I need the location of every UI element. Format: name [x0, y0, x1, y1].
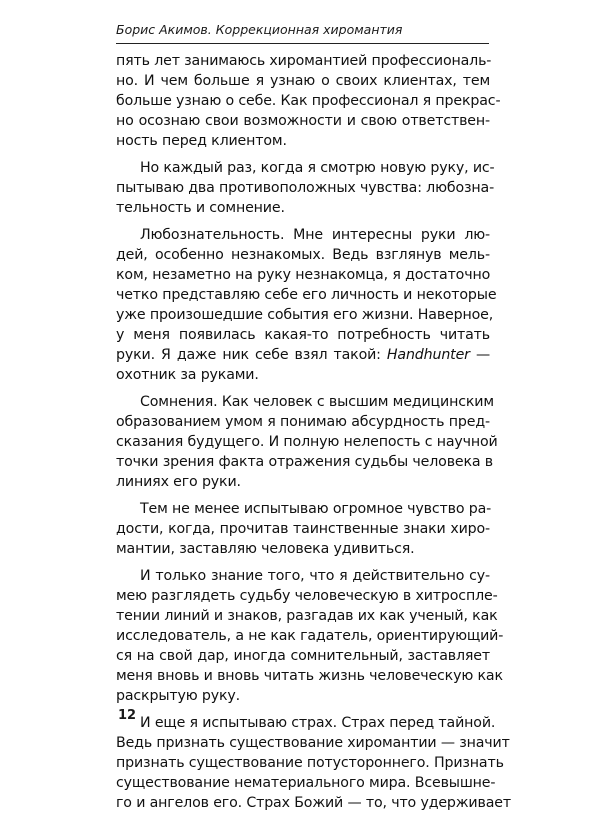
text-line: тении линий и знаков, разгадав их как ученый, как — [116, 608, 498, 624]
text-line: Ведь признать существование хиромантии — значит — [116, 735, 510, 751]
text-line: больше узнаю о себе. Как профессионал я прекрас- — [116, 93, 501, 109]
text-line: дости, когда, прочитав таинственные знаки хиро- — [116, 521, 490, 537]
paragraph-4 — [116, 392, 498, 492]
text-line: мею разглядеть судьбу человеческую в хитроспле- — [116, 588, 498, 604]
text-line: ком, незаметно на руку незнакомца, я достаточно — [116, 267, 491, 283]
text-line-with-italic-term: руки. Я даже ник себе взял такой: Handhunter — — [116, 347, 490, 363]
text-line: пытываю два противоположных чувства: любозна- — [116, 180, 495, 196]
text-line: ность перед клиентом. — [116, 133, 287, 149]
text-line: но осознаю свои возможности и свою ответствен- — [116, 113, 490, 129]
text-line: у меня появилась какая-то потребность читать — [116, 327, 490, 343]
text-line: И еще я испытываю страх. Страх перед тайной. — [140, 715, 496, 731]
paragraph-5 — [116, 499, 490, 559]
text-line: дей, особенно незнакомых. Ведь взглянув мель- — [116, 247, 490, 263]
text-line: ся на свой дар, иногда сомнительный, заставляет — [116, 648, 490, 664]
text-line: тельность и сомнение. — [116, 200, 285, 216]
text-line: го и ангелов его. Страх Божий — то, что удерживает — [116, 795, 511, 811]
header-rule — [116, 43, 489, 44]
paragraph-3 — [116, 225, 497, 385]
text-line: меня вновь и вновь читать жизнь человеческую как — [116, 668, 503, 684]
text-line: Любознательность. Мне интересны руки лю- — [140, 227, 490, 243]
text-line: сказания будущего. И полную нелепость с научной — [116, 434, 498, 450]
text-line: Сомнения. Как человек с высшим медицинским — [140, 394, 494, 410]
italic-term: Handhunter — [386, 347, 470, 363]
text-line: мантии, заставляю человека удивиться. — [116, 541, 415, 557]
text-line: И только знание того, что я действительно су- — [140, 568, 490, 584]
text-line: пять лет занимаюсь хиромантией профессиональ- — [116, 53, 492, 69]
text-line: образованием умом я понимаю абсурдность пред- — [116, 414, 490, 430]
page-number: 12 — [118, 708, 137, 723]
paragraph-7 — [116, 713, 511, 813]
text-line: раскрытую руку. — [116, 688, 241, 704]
text-line: охотник за руками. — [116, 367, 259, 383]
text-line: существование нематериального мира. Всевышне- — [116, 775, 496, 791]
running-head: Борис Акимов. Коррекционная хиромантия — [116, 22, 403, 37]
paragraph-2 — [116, 158, 495, 218]
paragraph-1 — [116, 51, 501, 151]
text-line: четко представляю себе его личность и некоторые — [116, 287, 497, 303]
text-line: исследователь, а не как гадатель, ориентирующий- — [116, 628, 504, 644]
paragraph-6 — [116, 566, 504, 706]
text-line: Но каждый раз, когда я смотрю новую руку, ис- — [140, 160, 495, 176]
body-text — [116, 51, 511, 820]
text-line: уже произошедшие события его жизни. Наверное, — [116, 307, 494, 323]
text-line: признать существование потустороннего. Признать — [116, 755, 504, 771]
text-line: Тем не менее испытываю огромное чувство ра- — [140, 501, 492, 517]
text-line: линиях его руки. — [116, 474, 241, 490]
text-line: но. И чем больше я узнаю о своих клиентах, тем — [116, 73, 490, 89]
text-line: точки зрения факта отражения судьбы человека в — [116, 454, 494, 470]
